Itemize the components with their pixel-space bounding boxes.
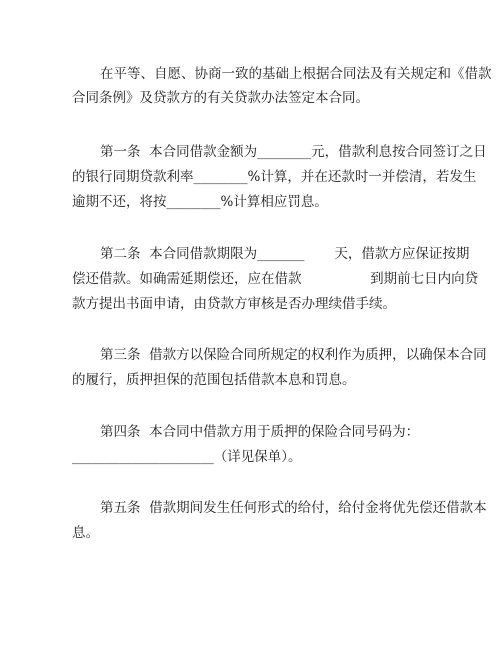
article-4-line-1: 第四条 本合同中借款方用于质押的保险合同号码为： <box>100 424 420 440</box>
article-1-line-2: 的银行同期贷款利率________%计算，并在还款时一并偿清，若发生 <box>72 169 477 185</box>
article-5-line-2: 息。 <box>72 525 99 541</box>
article-1-line-3: 逾期不还，将按________%计算相应罚息。 <box>72 194 328 210</box>
article-2-line-2: 偿还借款。如确需延期偿还，应在借款 到期前七日内向贷 <box>72 271 479 287</box>
article-3-line-1: 第三条 借款方以保险合同所规定的权利作为质押，以确保本合同 <box>100 347 487 363</box>
article-2-line-1: 第二条 本合同借款期限为_______ 天，借款方应保证按期 <box>100 246 470 262</box>
intro-line-2: 合同条例》及贷款方的有关贷款办法签定本合同。 <box>72 90 369 106</box>
article-4-line-2: _____________________（详见保单）。 <box>72 449 302 465</box>
article-5-line-1: 第五条 借款期间发生任何形式的给付，给付金将优先偿还借款本 <box>100 500 487 516</box>
article-2-line-3: 款方提出书面申请，由贷款方审核是否办理续借手续。 <box>72 296 396 312</box>
intro-line-1: 在平等、自愿、协商一致的基础上根据合同法及有关规定和《借款 <box>100 66 492 82</box>
article-3-line-2: 的履行，质押担保的范围包括借款本息和罚息。 <box>72 372 356 388</box>
article-1-line-1: 第一条 本合同借款金额为________元，借款利息按合同签订之日 <box>100 144 487 160</box>
